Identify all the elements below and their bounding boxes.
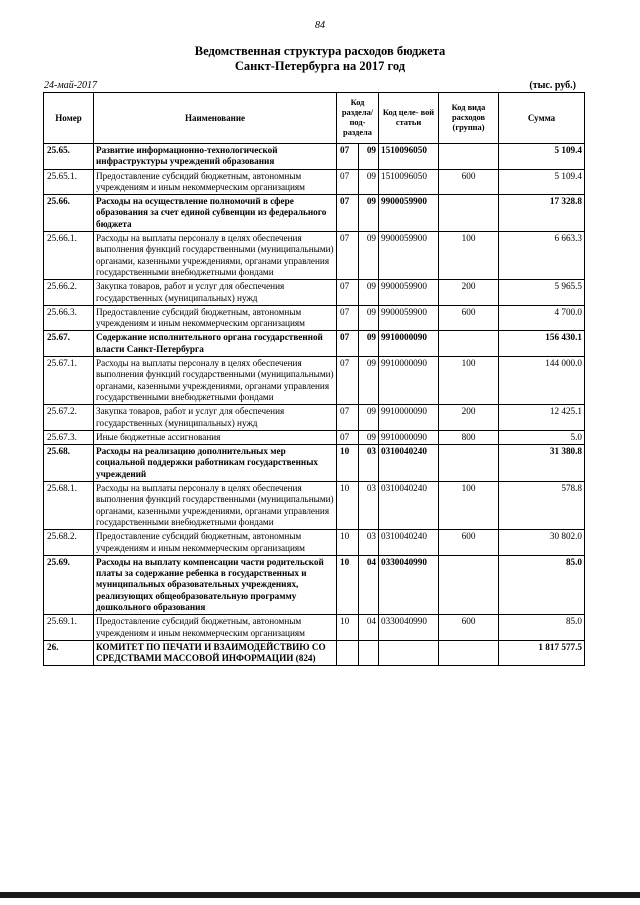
row-name: Предоставление субсидий бюджетным, автономным учреждениям и иным некоммерческим организациям [94, 169, 337, 195]
row-sum: 12 425.1 [499, 405, 585, 431]
row-name: Расходы на осуществление полномочий в сфере образования за счет единой субвенции из федерального бюджета [94, 195, 337, 232]
table-row [44, 482, 585, 530]
row-name: Расходы на реализацию дополнительных мер социальной поддержки работникам государственных учреждений [94, 445, 337, 482]
row-kind-code [439, 331, 499, 357]
row-subsection-code: 03 [359, 445, 379, 482]
row-section-code: 07 [337, 331, 359, 357]
row-sum: 6 663.3 [499, 232, 585, 280]
row-sum: 85.0 [499, 615, 585, 641]
row-subsection-code [359, 640, 379, 666]
row-subsection-code: 09 [359, 430, 379, 444]
row-section-code: 10 [337, 530, 359, 556]
row-sum: 85.0 [499, 555, 585, 614]
row-subsection-code: 09 [359, 357, 379, 405]
row-target-code: 9900059900 [379, 195, 439, 232]
row-target-code: 9910000090 [379, 430, 439, 444]
row-name: Расходы на выплату компенсации части родительской платы за содержание ребенка в государственных и муниципальных образовательных учреждениях, реализующих общеобразовательную программу дошкольного образования [94, 555, 337, 614]
header-name: Наименование [94, 93, 337, 144]
row-target-code: 9910000090 [379, 405, 439, 431]
row-sum: 5.0 [499, 430, 585, 444]
row-sum: 578.8 [499, 482, 585, 530]
row-number: 26. [44, 640, 94, 666]
row-subsection-code: 09 [359, 405, 379, 431]
row-kind-code: 600 [439, 615, 499, 641]
row-section-code: 07 [337, 357, 359, 405]
row-kind-code: 100 [439, 357, 499, 405]
header-num: Номер [44, 93, 94, 144]
row-name: Предоставление субсидий бюджетным, автономным учреждениям и иным некоммерческим организациям [94, 615, 337, 641]
row-subsection-code: 03 [359, 530, 379, 556]
row-name: Закупка товаров, работ и услуг для обеспечения государственных (муниципальных) нужд [94, 280, 337, 306]
table-header-row [44, 93, 585, 144]
row-name: Расходы на выплаты персоналу в целях обеспечения выполнения функций государственными (муниципальными) органами, казенными учреждениями, органами управления государственными внебюджетными фондами [94, 357, 337, 405]
row-subsection-code: 09 [359, 331, 379, 357]
row-name: Предоставление субсидий бюджетным, автономным учреждениям и иным некоммерческим организациям [94, 530, 337, 556]
row-target-code: 9900059900 [379, 280, 439, 306]
row-subsection-code: 09 [359, 280, 379, 306]
table-row [44, 305, 585, 331]
table-row [44, 640, 585, 666]
row-name: Иные бюджетные ассигнования [94, 430, 337, 444]
row-section-code: 07 [337, 232, 359, 280]
header-kind: Код вида расходов (группа) [439, 93, 499, 144]
row-sum: 144 000.0 [499, 357, 585, 405]
row-section-code: 07 [337, 305, 359, 331]
table-row [44, 530, 585, 556]
row-kind-code [439, 144, 499, 170]
row-sum: 17 328.8 [499, 195, 585, 232]
table-row [44, 280, 585, 306]
row-name: КОМИТЕТ ПО ПЕЧАТИ И ВЗАИМОДЕЙСТВИЮ СО СРЕДСТВАМИ МАССОВОЙ ИНФОРМАЦИИ (824) [94, 640, 337, 666]
page-number: 84 [315, 20, 325, 31]
row-sum: 1 817 577.5 [499, 640, 585, 666]
row-section-code: 07 [337, 144, 359, 170]
row-sum: 30 802.0 [499, 530, 585, 556]
row-name: Развитие информационно-технологической инфраструктуры учреждений образования [94, 144, 337, 170]
row-kind-code: 200 [439, 280, 499, 306]
budget-table [43, 92, 585, 666]
row-name: Расходы на выплаты персоналу в целях обеспечения выполнения функций государственными (муниципальными) органами, казенными учреждениями, органами управления государственными внебюджетными фондами [94, 232, 337, 280]
row-kind-code: 600 [439, 530, 499, 556]
row-number: 25.66.1. [44, 232, 94, 280]
units-label: (тыс. руб.) [529, 80, 576, 91]
row-sum: 31 380.8 [499, 445, 585, 482]
title-line-1: Ведомственная структура расходов бюджета [194, 44, 446, 58]
row-kind-code: 600 [439, 169, 499, 195]
header-sum: Сумма [499, 93, 585, 144]
row-section-code: 10 [337, 445, 359, 482]
row-kind-code: 100 [439, 482, 499, 530]
row-kind-code [439, 640, 499, 666]
row-number: 25.65. [44, 144, 94, 170]
row-kind-code: 200 [439, 405, 499, 431]
row-number: 25.65.1. [44, 169, 94, 195]
row-subsection-code: 09 [359, 305, 379, 331]
row-name: Содержание исполнительного органа государственной власти Санкт-Петербурга [94, 331, 337, 357]
row-kind-code: 800 [439, 430, 499, 444]
row-target-code: 0330040990 [379, 615, 439, 641]
row-subsection-code: 09 [359, 232, 379, 280]
row-kind-code [439, 445, 499, 482]
row-section-code: 07 [337, 280, 359, 306]
row-target-code: 1510096050 [379, 169, 439, 195]
row-sum: 4 700.0 [499, 305, 585, 331]
row-number: 25.69. [44, 555, 94, 614]
row-subsection-code: 09 [359, 195, 379, 232]
row-target-code: 9910000090 [379, 331, 439, 357]
row-target-code: 0330040990 [379, 555, 439, 614]
row-subsection-code: 09 [359, 169, 379, 195]
row-section-code: 10 [337, 482, 359, 530]
row-number: 25.68. [44, 445, 94, 482]
row-sum: 5 109.4 [499, 169, 585, 195]
row-section-code [337, 640, 359, 666]
table-row [44, 430, 585, 444]
row-name: Расходы на выплаты персоналу в целях обеспечения выполнения функций государственными (муниципальными) органами, казенными учреждениями, органами управления государственными внебюджетными фондами [94, 482, 337, 530]
title-line-2: Санкт-Петербурга на 2017 год [234, 59, 406, 73]
row-section-code: 10 [337, 615, 359, 641]
row-kind-code: 600 [439, 305, 499, 331]
row-subsection-code: 09 [359, 144, 379, 170]
table-row [44, 357, 585, 405]
row-subsection-code: 03 [359, 482, 379, 530]
row-kind-code [439, 555, 499, 614]
row-target-code [379, 640, 439, 666]
row-section-code: 07 [337, 195, 359, 232]
row-number: 25.68.2. [44, 530, 94, 556]
row-target-code: 0310040240 [379, 445, 439, 482]
document-date: 24-май-2017 [44, 80, 98, 91]
row-number: 25.66.3. [44, 305, 94, 331]
row-name: Предоставление субсидий бюджетным, автономным учреждениям и иным некоммерческим организациям [94, 305, 337, 331]
row-kind-code: 100 [439, 232, 499, 280]
table-row [44, 144, 585, 170]
row-target-code: 9900059900 [379, 232, 439, 280]
row-name: Закупка товаров, работ и услуг для обеспечения государственных (муниципальных) нужд [94, 405, 337, 431]
table-row [44, 405, 585, 431]
table-row [44, 555, 585, 614]
row-sum: 5 965.5 [499, 280, 585, 306]
row-number: 25.67.2. [44, 405, 94, 431]
row-section-code: 07 [337, 169, 359, 195]
table-row [44, 169, 585, 195]
row-number: 25.66. [44, 195, 94, 232]
row-kind-code [439, 195, 499, 232]
row-number: 25.68.1. [44, 482, 94, 530]
row-section-code: 07 [337, 405, 359, 431]
table-row [44, 232, 585, 280]
row-target-code: 0310040240 [379, 482, 439, 530]
document-title [0, 44, 640, 74]
scan-edge-bar [0, 892, 640, 898]
row-target-code: 9900059900 [379, 305, 439, 331]
table-body [44, 144, 585, 666]
table-row [44, 615, 585, 641]
header-section: Код раздела/ под- раздела [337, 93, 379, 144]
row-number: 25.67.3. [44, 430, 94, 444]
row-section-code: 10 [337, 555, 359, 614]
row-number: 25.69.1. [44, 615, 94, 641]
row-section-code: 07 [337, 430, 359, 444]
row-number: 25.67.1. [44, 357, 94, 405]
row-sum: 156 430.1 [499, 331, 585, 357]
table-row [44, 331, 585, 357]
table-row [44, 195, 585, 232]
table-row [44, 445, 585, 482]
row-target-code: 1510096050 [379, 144, 439, 170]
row-target-code: 9910000090 [379, 357, 439, 405]
header-target: Код целе- вой статьи [379, 93, 439, 144]
row-sum: 5 109.4 [499, 144, 585, 170]
row-subsection-code: 04 [359, 615, 379, 641]
row-subsection-code: 04 [359, 555, 379, 614]
row-number: 25.66.2. [44, 280, 94, 306]
row-number: 25.67. [44, 331, 94, 357]
row-target-code: 0310040240 [379, 530, 439, 556]
